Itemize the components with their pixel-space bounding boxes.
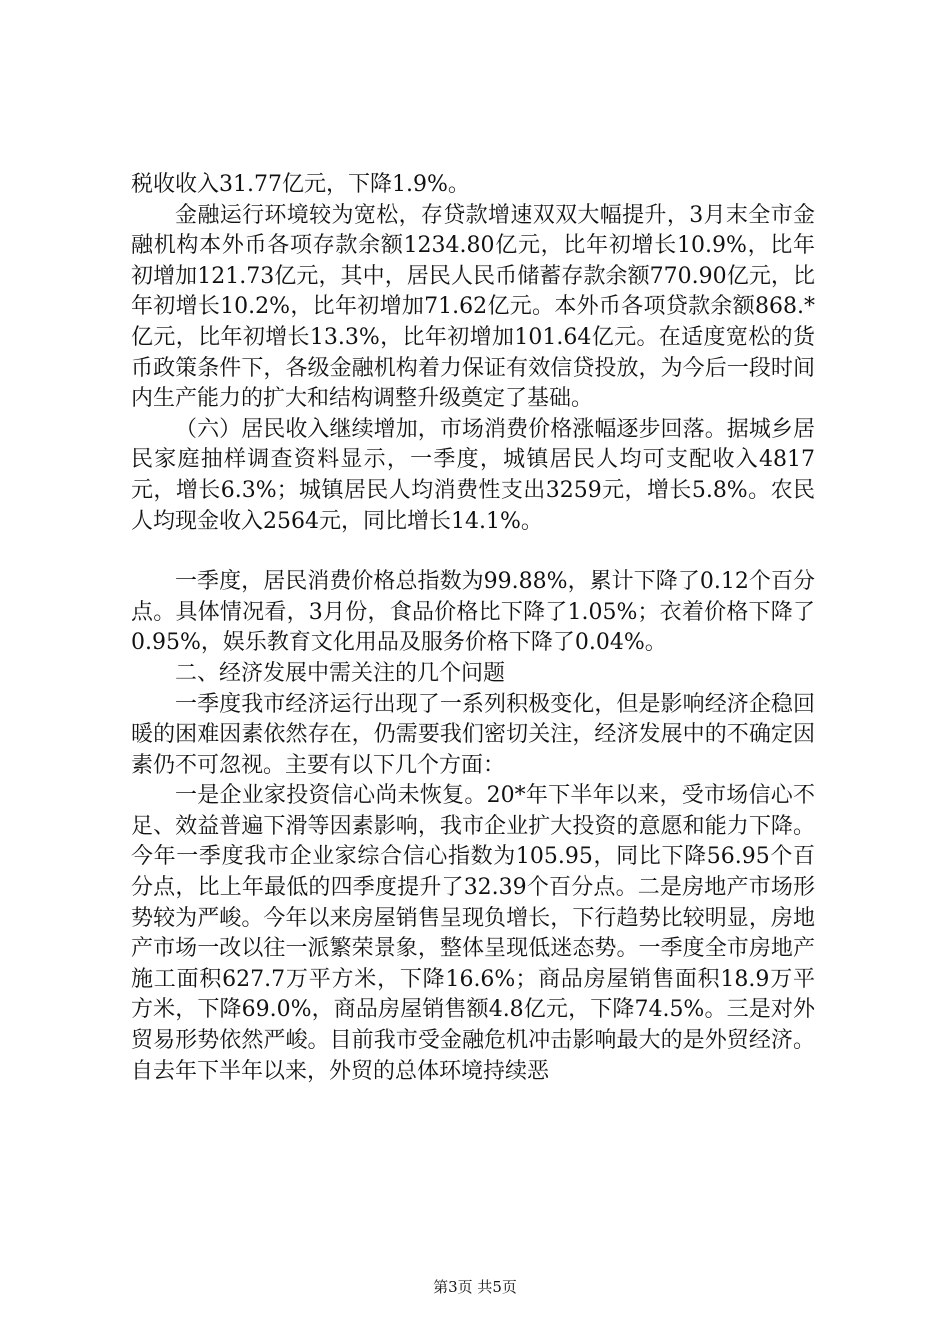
paragraph-resident-income: （六）居民收入继续增加，市场消费价格涨幅逐步回落。据城乡居民家庭抽样调查资料显示，一季度，城镇居民人均可支配收入4817元，增长6.3%；城镇居民人均消费性支出3259元，增长5.8%。农民人均现金收入2564元，同比增长14.1%。 — [131, 416, 815, 534]
paragraph-issues-detail: 一是企业家投资信心尚未恢复。20*年下半年以来，受市场信心不足、效益普遍下滑等因素影响，我市企业扩大投资的意愿和能力下降。今年一季度我市企业家综合信心指数为105.95，同比下降56.95个百分点，比上年最低的四季度提升了32.39个百分点。二是房地产市场形势较为严峻。今年以来房屋销售呈现负增长，下行趋势比较明显，房地产市场一改以往一派繁荣景象，整体呈现低迷态势。一季度全市房地产施工面积627.7万平方米，下降16.6%；商品房屋销售面积18.9万平方米，下降69.0%，商品房屋销售额4.8亿元，下降74.5%。三是对外贸易形势依然严峻。目前我市受金融危机冲击影响最大的是外贸经济。自去年下半年以来，外贸的总体环境持续恶 — [131, 783, 815, 1084]
paragraph-finance: 金融运行环境较为宽松，存贷款增速双双大幅提升，3月末全市金融机构本外币各项存款余额1234.80亿元，比年初增长10.9%，比年初增加121.73亿元，其中，居民人民币储蓄存款余额770.90亿元，比年初增长10.2%，比年初增加71.62亿元。本外币各项贷款余额868.*亿元，比年初增长13.3%，比年初增加101.64亿元。在适度宽松的货币政策条件下，各级金融机构着力保证有效信贷投放，为今后一段时间内生产能力的扩大和结构调整升级奠定了基础。 — [131, 202, 815, 412]
paragraph-issues-intro: 一季度我市经济运行出现了一系列积极变化，但是影响经济企稳回暖的困难因素依然存在，仍需要我们密切关注，经济发展中的不确定因素仍不可忽视。主要有以下几个方面： — [131, 691, 815, 778]
paragraph-consumer-price: 一季度，居民消费价格总指数为99.88%，累计下降了0.12个百分点。具体情况看，3月份，食品价格比下降了1.05%；衣着价格下降了0.95%，娱乐教育文化用品及服务价格下降了0.04%。 — [131, 569, 815, 656]
page-footer: 第3页 共5页 — [433, 1278, 517, 1296]
section-heading-issues: 二、经济发展中需关注的几个问题 — [175, 660, 506, 686]
paragraph-tax-revenue: 税收收入31.77亿元，下降1.9%。 — [131, 172, 470, 197]
document-body — [131, 170, 815, 1087]
